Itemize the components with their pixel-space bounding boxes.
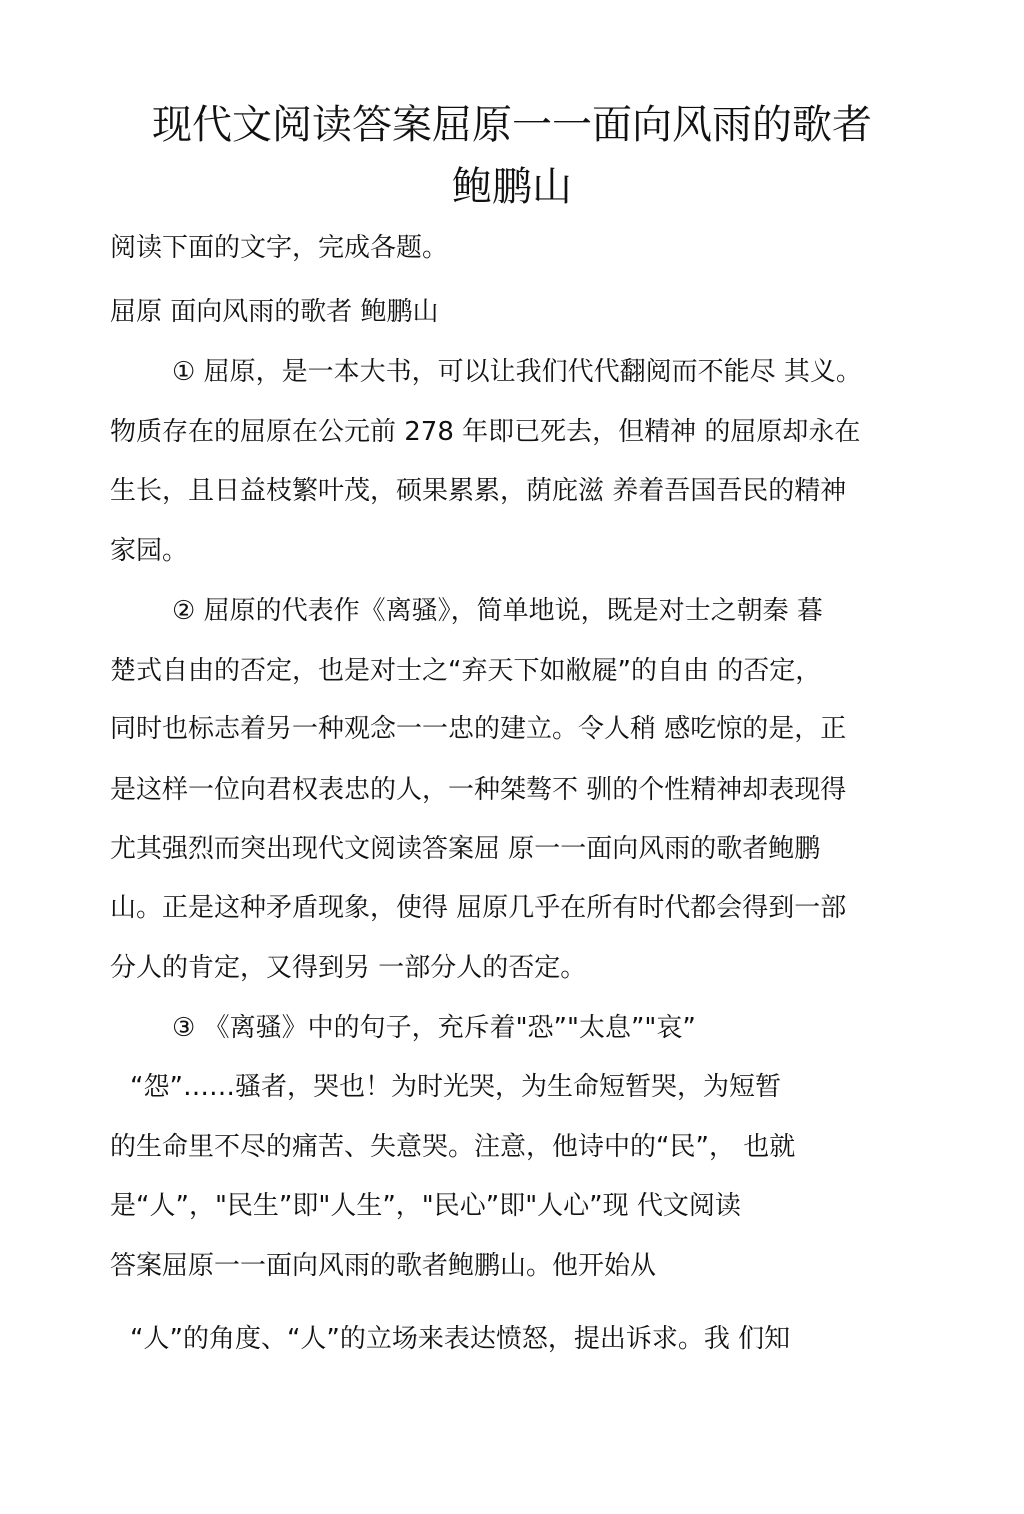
paragraph-3-line: 是“人”，"民生”即"人生”，"民心”即"人心”现 代文阅读 [110, 1191, 741, 1221]
instruction-text: 阅读下面的文字，完成各题。 [110, 233, 449, 263]
paragraph-2-line: 分人的肯定，又得到另 一部分人的否定。 [110, 953, 587, 983]
paragraph-3-line: 的生命里不尽的痛苦、失意哭。注意，他诗中的“民”， 也就 [110, 1132, 796, 1162]
paragraph-2-line: ② 屈原的代表作《离骚》，简单地说，既是对士之朝秦 暮 [172, 596, 823, 626]
paragraph-2-line: 同时也标志着另一种观念一一忠的建立。令人稍 感吃惊的是，正 [110, 714, 847, 744]
document-title: 现代文阅读答案屈原一一面向风雨的歌者 [152, 102, 872, 148]
paragraph-1-line: ① 屈原，是一本大书，可以让我们代代翻阅而不能尽 其义。 [172, 357, 862, 387]
paragraph-3-line: ③ 《离骚》中的句子，充斥着"恐”"太息”"哀” [172, 1013, 696, 1043]
paragraph-3-line: “怨”……骚者，哭也！为时光哭，为生命短暂哭，为短暂 [130, 1072, 781, 1102]
document-author-title: 鲍鹏山 [452, 164, 572, 210]
paragraph-3-line: “人”的角度、“人”的立场来表达愤怒，提出诉求。我 们知 [130, 1324, 791, 1354]
paragraph-3-line: 答案屈原一一面向风雨的歌者鲍鹏山。他开始从 [110, 1251, 657, 1281]
paragraph-2-line: 楚式自由的否定，也是对士之“弃天下如敝屣”的自由 的否定， [110, 656, 822, 686]
paragraph-2-line: 尤其强烈而突出现代文阅读答案屈 原一一面向风雨的歌者鲍鹏 [110, 834, 821, 864]
paragraph-2-line: 山。正是这种矛盾现象，使得 屈原几乎在所有时代都会得到一部 [110, 893, 847, 923]
paragraph-2-line: 是这样一位向君权表忠的人，一种桀骜不 驯的个性精神却表现得 [110, 775, 847, 805]
subheading-text: 屈原 面向风雨的歌者 鲍鹏山 [110, 297, 439, 327]
paragraph-1-line: 生长，且日益枝繁叶茂，硕果累累，荫庇滋 养着吾国吾民的精神 [110, 476, 847, 506]
paragraph-1-line: 家园。 [110, 536, 189, 566]
paragraph-1-line: 物质存在的屈原在公元前 278 年即已死去，但精神 的屈原却永在 [110, 417, 861, 447]
